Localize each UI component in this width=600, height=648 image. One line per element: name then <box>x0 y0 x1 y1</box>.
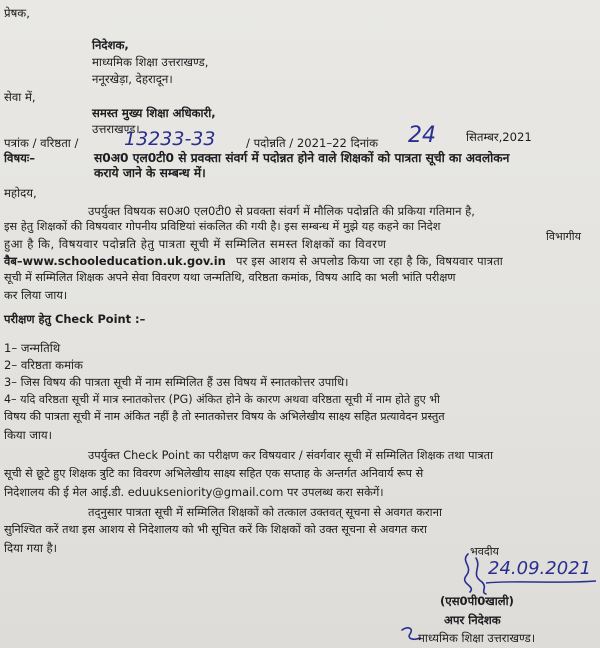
reference-promotion-date-label: / पदोन्नति / 2021–22 दिनांक <box>246 136 379 150</box>
checkpoint-3: 3– जिस विषय की पात्रता सूची में नाम सम्मिलित हैं उस विषय में स्नातकोत्तर उपाधि। <box>4 375 349 389</box>
sender-title: निदेशक, <box>92 38 129 52</box>
checkpoint-heading: परीक्षण हेतु Check Point :– <box>4 312 146 326</box>
para3-line-3: दिया गया है। <box>4 541 58 555</box>
reference-label: पत्रांक / वरिष्ठता / <box>4 136 79 150</box>
recipient-title: समस्त मुख्य शिक्षा अधिकारी, <box>92 106 216 120</box>
sender-department: माध्यमिक शिक्षा उत्तराखण्ड, <box>92 55 209 69</box>
yours-faithfully: भवदीय <box>470 545 499 558</box>
signatory-name: (एस0पी0खाली) <box>440 594 514 608</box>
subject-line-2: कराये जाने के सम्बन्ध में। <box>94 166 206 180</box>
para3-line-1: तद्नुसार पात्रता सूची में सम्मिलित शिक्षकों को तत्काल उक्तवत् सूचना से अवगत कराना <box>88 505 442 519</box>
para1-line-3: हुआ है कि, विषयवार पदोन्नति हेतु पात्रता सूची में सम्मिलित समस्त शिक्षकों का विवरण <box>4 237 387 251</box>
date-month-year: सितम्बर,2021 <box>466 130 532 144</box>
signature-date-handwritten: 24.09.2021 <box>488 558 592 579</box>
checkpoint-4-line-1: 4– यदि वरिष्ठता सूची में मात्र स्नातकोत्तर (PG) अंकित होने के कारण अथवा वरिष्ठता सूची में नाम होते हुए भी <box>4 393 440 406</box>
signature-underline <box>484 578 600 586</box>
from-label: प्रेषक, <box>4 6 30 20</box>
para1-line-5: सूची में सम्मिलित शिक्षक अपने सेवा विवरण यथा जन्मतिथि, वरिष्ठता कमांक, विषय आदि का भली भांति परीक्षण <box>4 271 456 284</box>
para2-line-2: सूची से छूटे हुए शिक्षक त्रुटि का विवरण अभिलेखीय साक्ष्य सहित एक सप्ताह के अन्तर्गत अनिवार्य रूप से <box>4 467 424 480</box>
checkpoint-4-line-3: किया जाय। <box>4 428 53 442</box>
para2-line-3: निदेशालय की ई मेल आई.डी. eduukseniority@gmail.com पर उपलब्ध करा सकेगें। <box>4 485 384 499</box>
para1-line-2: इस हेतु शिक्षकों की विषयवार गोपनीय प्रविष्टियां संकलित की गयी है। इस सम्बन्ध में मुझे यह कहने का निदेश <box>4 220 441 233</box>
para1-line-6: कर लिया जाय। <box>4 288 68 302</box>
signatory-title: अपर निदेशक <box>444 613 501 627</box>
recipient-state: उत्तराखण्ड। <box>92 122 140 136</box>
date-day-handwritten: 24 <box>408 123 436 148</box>
reference-number-handwritten: 13233-33 <box>124 128 216 150</box>
to-label: सेवा में, <box>4 90 36 104</box>
subject-line-1: स0अ0 एल0टी0 से प्रवक्ता संवर्ग में पदोन्नत होने वाले शिक्षकों को पात्रता सूची का अवलोकन <box>94 151 510 165</box>
para3-line-2: सुनिश्चित करें तथा इस आशय से निदेशालय को भी सूचित करें कि शिक्षकों को उक्त सूचना से अवगत करा <box>4 523 427 536</box>
checkpoint-2: 2– वरिष्ठता कमांक <box>4 358 83 372</box>
subject-label: विषयः– <box>4 151 36 165</box>
checkpoint-4-line-2: विषय की पात्रता सूची में नाम अंकित नहीं है तो स्नातकोत्तर विषय के अभिलेखीय साक्ष्य सहित प्रत्यावेदन प्रस्तुत <box>4 410 445 423</box>
para2-line-1: उपर्युक्त Check Point का परीक्षण कर विषयवार / संवर्गवार सूची में सम्मिलित शिक्षक तथा पात्रता <box>88 449 494 462</box>
signatory-department: माध्यमिक शिक्षा उत्तराखण्ड। <box>418 631 536 645</box>
website-url: वैब–www.schooleducation.uk.gov.in <box>4 254 226 268</box>
sender-address: ननूरखेड़ा, देहरादून। <box>92 72 173 86</box>
salutation: महोदय, <box>4 186 37 200</box>
para1-line-1: उपर्युक्त विषयक स0अ0 एल0टी0 से प्रवक्ता संवर्ग में मौलिक पदोन्नति की प्रकिया गतिमान है, <box>88 204 475 218</box>
para1-vibhagiya: विभागीय <box>546 230 581 243</box>
checkpoint-1: 1– जन्मतिथि <box>4 341 61 355</box>
para1-line-4: पर इस आशय से अपलोड किया जा रहा है कि, विषयवार पात्रता <box>236 254 503 268</box>
